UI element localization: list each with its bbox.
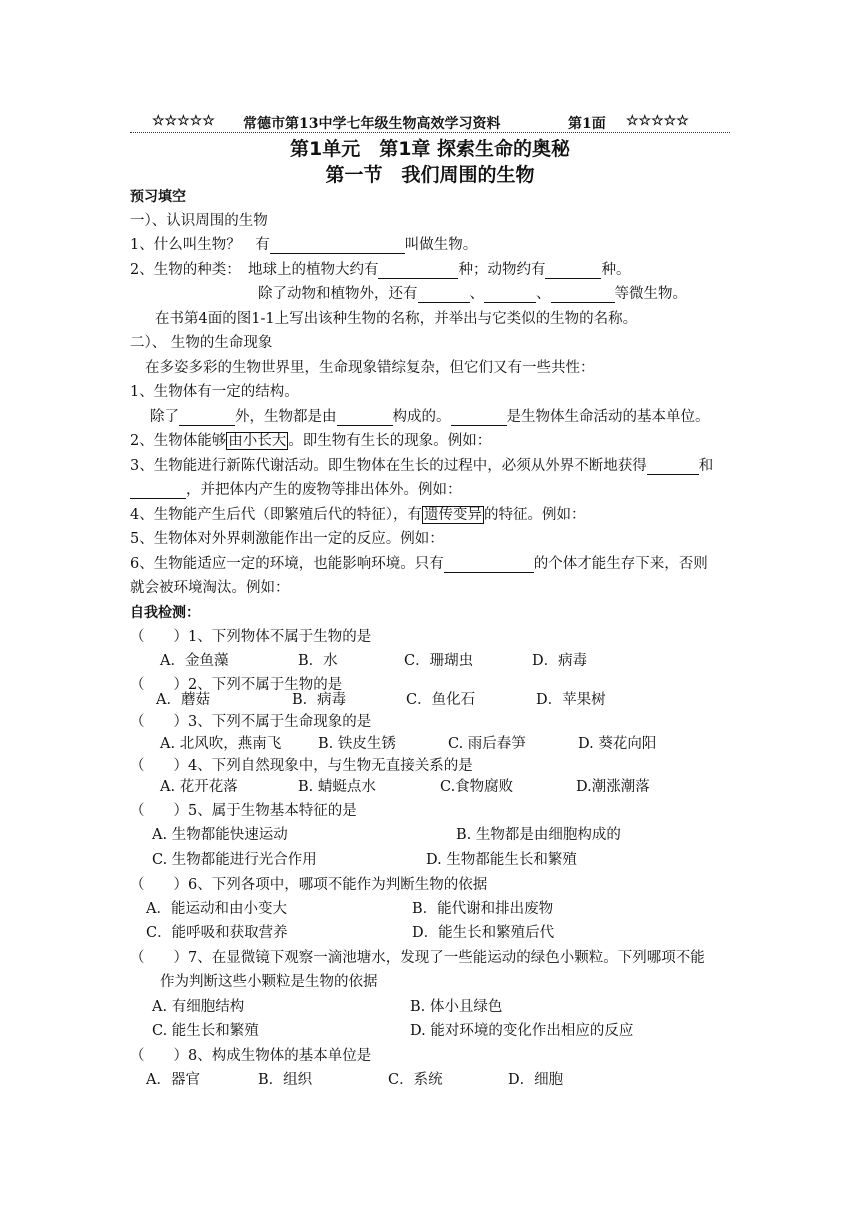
- preview-heading: 预习填空: [130, 189, 186, 205]
- point-6: [130, 555, 708, 573]
- p4-text-b: 的特征。例如：: [483, 507, 586, 523]
- q7-option-b[interactable]: B. 体小且绿色: [410, 999, 503, 1015]
- point-5: 5、生物体对外界刺激能作出一定的反应。例如：: [130, 531, 444, 547]
- question-2: [130, 261, 630, 279]
- q4-option-a[interactable]: A. 花开花落: [160, 779, 238, 795]
- quiz-question-4: （ ）4、下列自然现象中，与生物无直接关系的是: [130, 758, 473, 774]
- p1-blank-2[interactable]: [337, 410, 393, 426]
- p3-blank-2[interactable]: [130, 483, 186, 499]
- p2-text-b: 。即生物有生长的现象。例如：: [288, 433, 492, 449]
- point-3: [130, 457, 713, 475]
- q1-text-a: 1、什么叫生物？ 有: [130, 237, 270, 253]
- point-3-cont: [130, 481, 462, 499]
- q3-option-c[interactable]: C. 雨后春笋: [448, 736, 526, 752]
- q2-blank-microbe-2[interactable]: [484, 287, 536, 303]
- quiz-question-6: （ ）6、下列各项中，哪项不能作为判断生物的依据: [130, 877, 488, 893]
- q6-option-d[interactable]: D．能生长和繁殖后代: [412, 925, 555, 941]
- subsection-2-intro: 在多姿多彩的生物世界里，生命现象错综复杂，但它们又有一些共性：: [145, 360, 595, 376]
- q1-option-d[interactable]: D．病毒: [532, 653, 588, 669]
- question-2-figure-note: 在书第4面的图1-1上写出该种生物的名称，并举出与它类似的生物的名称。: [155, 311, 638, 327]
- q8-option-c[interactable]: C．系统: [388, 1072, 443, 1088]
- p6-text-a: 6、生物能适应一定的环境，也能影响环境。只有: [130, 556, 444, 572]
- quiz-question-1: （ ）1、下列物体不属于生物的是: [130, 629, 372, 645]
- q5-option-d[interactable]: D. 生物都能生长和繁殖: [426, 852, 577, 868]
- q2-option-a[interactable]: A．蘑菇: [156, 692, 210, 708]
- q2-blank-microbe-3[interactable]: [551, 287, 615, 303]
- q1-option-a[interactable]: A．金鱼藻: [160, 653, 229, 669]
- point-2: [130, 432, 491, 450]
- q2-text-b: 种；动物约有: [458, 262, 546, 278]
- q2-text-g: 等微生物。: [614, 286, 687, 302]
- q3-option-b[interactable]: B. 铁皮生锈: [318, 736, 396, 752]
- header-underline: [130, 128, 730, 133]
- q2-option-d[interactable]: D．苹果树: [536, 692, 606, 708]
- q4-option-c[interactable]: C.食物腐败: [440, 779, 514, 795]
- p1-blank-1[interactable]: [179, 410, 235, 426]
- point-1: 1、生物体有一定的结构。: [130, 384, 299, 400]
- page-header: [130, 113, 730, 132]
- question-1: [130, 236, 477, 254]
- q2-text-c: 种。: [601, 262, 631, 278]
- q2-separator-1: 、: [469, 286, 484, 302]
- q6-option-a[interactable]: A．能运动和由小变大: [146, 901, 287, 917]
- p4-boxed-term: 遗传变异: [423, 507, 482, 523]
- quiz-question-3: （ ）3、下列不属于生命现象的是: [130, 714, 372, 730]
- q2-blank-animals[interactable]: [545, 263, 601, 279]
- header-school: 常德市第13中学七年级生物高效学习资料: [243, 116, 501, 132]
- q8-option-a[interactable]: A．器官: [146, 1072, 200, 1088]
- quiz-question-5: （ ）5、属于生物基本特征的是: [130, 803, 357, 819]
- question-2-microbes: [258, 285, 687, 303]
- quiz-heading: 自我检测：: [130, 605, 200, 621]
- subsection-1-title: 一）、认识周围的生物: [130, 213, 268, 229]
- q2-blank-microbe-1[interactable]: [418, 287, 470, 303]
- p4-text-a: 4、生物能产生后代（即繁殖后代的特征），有: [130, 507, 422, 523]
- q6-option-b[interactable]: B．能代谢和排出废物: [412, 901, 554, 917]
- p3-blank-1[interactable]: [647, 459, 699, 475]
- q2-separator-2: 、: [536, 286, 551, 302]
- q1-option-b[interactable]: B．水: [298, 653, 338, 669]
- q2-text-a: 2、生物的种类： 地球上的植物大约有: [130, 262, 379, 278]
- q7-option-c[interactable]: C. 能生长和繁殖: [152, 1023, 259, 1039]
- q5-option-a[interactable]: A. 生物都能快速运动: [152, 827, 288, 843]
- quiz-question-7: （ ）7、在显微镜下观察一滴池塘水，发现了一些能运动的绿色小颗粒。下列哪项不能: [130, 950, 705, 966]
- header-page-label: 第1面: [568, 116, 606, 132]
- q5-option-c[interactable]: C. 生物都能进行光合作用: [152, 852, 317, 868]
- p1-text-b: 外，生物都是由: [235, 409, 337, 425]
- q2-blank-plants[interactable]: [378, 263, 458, 279]
- header-stars-right: ☆☆☆☆☆: [626, 113, 689, 129]
- p2-text-a: 2、生物体能够: [130, 433, 227, 449]
- q1-blank[interactable]: [270, 238, 405, 254]
- q6-option-c[interactable]: C．能呼吸和获取营养: [146, 925, 288, 941]
- p1-text-a: 除了: [150, 409, 179, 425]
- quiz-question-7-cont: 作为判断这些小颗粒是生物的依据: [160, 974, 378, 990]
- p6-text-b: 的个体才能生存下来，否则: [533, 556, 708, 572]
- q1-text-b: 叫做生物。: [404, 237, 478, 253]
- p1-blank-3[interactable]: [451, 410, 507, 426]
- quiz-question-8: （ ）8、构成生物体的基本单位是: [130, 1048, 372, 1064]
- p3-text-c: ，并把体内产生的废物等排出体外。例如：: [186, 482, 462, 498]
- q2-option-b[interactable]: B．病毒: [292, 692, 347, 708]
- p1-text-d: 是生物体生命活动的基本单位。: [506, 409, 710, 425]
- p3-text-b: 和: [698, 458, 714, 474]
- p2-boxed-term: 由小长大: [228, 433, 287, 449]
- q3-option-d[interactable]: D. 葵花向阳: [578, 736, 657, 752]
- header-stars-left: ☆☆☆☆☆: [152, 113, 215, 129]
- q4-option-b[interactable]: B. 蜻蜓点水: [298, 779, 376, 795]
- point-1-detail: [150, 408, 710, 426]
- q3-option-a[interactable]: A. 北风吹，燕南飞: [160, 736, 282, 752]
- q4-option-d[interactable]: D.潮涨潮落: [576, 779, 650, 795]
- p1-text-c: 构成的。: [392, 409, 451, 425]
- p3-text-a: 3、生物能进行新陈代谢活动。即生物体在生长的过程中，必须从外界不断地获得: [130, 458, 647, 474]
- section-title: 第一节 我们周围的生物: [325, 164, 535, 186]
- quiz-question-2: （ ）2、下列不属于生物的是: [130, 677, 343, 693]
- q2-text-d: 除了动物和植物外，还有: [258, 286, 418, 302]
- q8-option-b[interactable]: B．组织: [258, 1072, 313, 1088]
- point-6-cont: 就会被环境淘汰。例如：: [130, 580, 290, 596]
- unit-title: 第1单元 第1章 探索生命的奥秘: [289, 138, 571, 160]
- subsection-2-title: 二）、 生物的生命现象: [130, 335, 273, 351]
- q8-option-d[interactable]: D．细胞: [508, 1072, 564, 1088]
- q1-option-c[interactable]: C．珊瑚虫: [404, 653, 474, 669]
- q7-option-a[interactable]: A. 有细胞结构: [152, 999, 245, 1015]
- q5-option-b[interactable]: B. 生物都是由细胞构成的: [456, 827, 621, 843]
- p6-blank[interactable]: [444, 557, 534, 573]
- q2-option-c[interactable]: C．鱼化石: [406, 692, 476, 708]
- point-4: [130, 506, 585, 524]
- q7-option-d[interactable]: D. 能对环境的变化作出相应的反应: [410, 1023, 634, 1039]
